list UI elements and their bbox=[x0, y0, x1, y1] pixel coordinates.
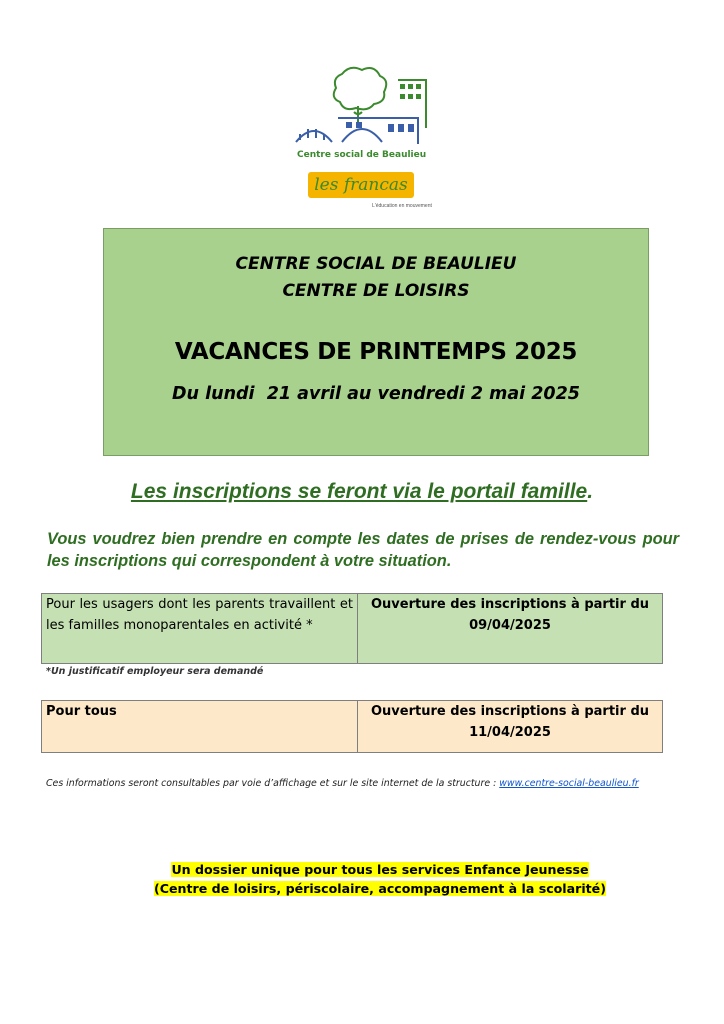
logo-illustration bbox=[290, 62, 430, 152]
table-cell-opening-date: Ouverture des inscriptions à partir du 09/04/2025 bbox=[358, 594, 663, 664]
info-sentence: Ces informations seront consultables par voie d’affichage et sur le site internet de la structure : bbox=[46, 778, 500, 789]
website-link[interactable]: www.centre-social-beaulieu.fr bbox=[499, 778, 639, 789]
logo-tagline: L'éducation en mouvement bbox=[372, 203, 432, 209]
headline bbox=[0, 480, 724, 504]
headline-text: Les inscriptions se feront via le portail famille bbox=[130, 480, 588, 503]
table-row bbox=[42, 594, 663, 664]
table-row bbox=[42, 701, 663, 753]
logo-caption: Centre social de Beaulieu bbox=[297, 150, 427, 160]
info-text bbox=[46, 778, 686, 789]
headline-suffix: . bbox=[587, 480, 594, 503]
table-cell-audience: Pour les usagers dont les parents travaillent et les familles monoparentales en activité * bbox=[42, 594, 358, 664]
logo-badge: les francas bbox=[308, 172, 414, 198]
footnote: *Un justificatif employeur sera demandé bbox=[46, 666, 264, 677]
date-range: Du lundi 21 avril au vendredi 2 mai 2025 bbox=[172, 384, 580, 404]
page-title: VACANCES DE PRINTEMPS 2025 bbox=[174, 339, 578, 365]
header-line-2: CENTRE DE LOISIRS bbox=[282, 281, 470, 301]
registration-table-all bbox=[41, 700, 663, 753]
intro-text: Vous voudrez bien prendre en compte les dates de prises de rendez-vous pour les inscriptions qui correspondent à votre situation. bbox=[47, 530, 679, 570]
footer-line-1: Un dossier unique pour tous les services Enfance Jeunesse bbox=[171, 862, 589, 877]
footer-line-2: (Centre de loisirs, périscolaire, accompagnement à la scolarité) bbox=[154, 881, 606, 896]
footer-notice bbox=[0, 860, 724, 898]
table-cell-audience: Pour tous bbox=[42, 701, 358, 753]
table-cell-opening-date: Ouverture des inscriptions à partir du 11/04/2025 bbox=[358, 701, 663, 753]
header-line-1: CENTRE SOCIAL DE BEAULIEU bbox=[235, 254, 517, 274]
header-box bbox=[103, 228, 649, 456]
registration-table-working-parents bbox=[41, 593, 663, 664]
